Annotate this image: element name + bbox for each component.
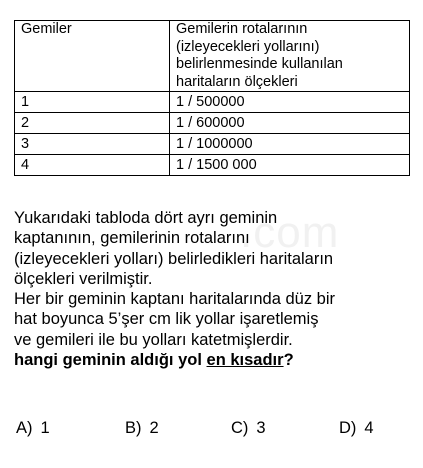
ship-scale-table [14, 20, 410, 176]
option-letter: A) [16, 419, 33, 437]
ship-number: 1 [15, 92, 170, 113]
question-line: ve gemileri ile bu yolları katetmişlerdir. [14, 330, 293, 349]
question-line: hat boyunca 5’şer cm lik yollar işaretlemiş [14, 310, 319, 329]
header-line: belirlenmesinde kullanılan [176, 56, 343, 72]
question-text [14, 208, 414, 370]
question-line: kaptanının, gemilerinin rotalarını [14, 229, 250, 248]
table-header-row [15, 21, 410, 92]
option-value: 1 [40, 419, 50, 437]
question-line: ölçekleri verilmiştir. [14, 269, 153, 288]
question-line: Her bir geminin kaptanı haritalarında düz bir [14, 290, 336, 309]
header-line: (izleyecekleri yollarını) [176, 38, 320, 55]
answer-options [0, 419, 423, 443]
ship-number: 2 [15, 113, 170, 134]
map-scale: 1 / 500000 [170, 92, 410, 113]
option-letter: D) [339, 419, 357, 437]
map-scale: 1 / 1000000 [170, 134, 410, 155]
table-row [15, 134, 410, 155]
table-row [15, 155, 410, 176]
ship-number: 4 [15, 155, 170, 176]
ship-number: 3 [15, 134, 170, 155]
question-prompt [14, 350, 414, 370]
header-line: Gemilerin rotalarının [176, 21, 308, 37]
header-map-scales [170, 21, 410, 92]
prompt-emphasis: en kısadır [206, 351, 284, 370]
prompt-start: hangi geminin aldığı yol [14, 351, 207, 370]
question-line: Yukarıdaki tabloda dört ayrı geminin [14, 209, 278, 227]
map-scale: 1 / 600000 [170, 113, 410, 134]
option-b[interactable] [125, 419, 159, 438]
option-letter: C) [231, 419, 249, 437]
option-letter: B) [125, 419, 142, 437]
watermark-text: .com [240, 208, 340, 257]
table-row [15, 113, 410, 134]
option-value: 3 [256, 419, 266, 437]
option-value: 2 [149, 419, 159, 437]
table-row [15, 92, 410, 113]
option-a[interactable] [16, 419, 50, 438]
header-line: haritaların ölçekleri [176, 73, 298, 90]
map-scale: 1 / 1500 000 [170, 155, 410, 176]
question-line: (izleyecekleri yolları) belirledikleri haritaların [14, 249, 334, 268]
option-d[interactable] [339, 419, 374, 438]
prompt-end: ? [283, 351, 294, 370]
option-c[interactable] [231, 419, 266, 438]
option-value: 4 [364, 419, 374, 437]
header-ships: Gemiler [15, 21, 170, 92]
